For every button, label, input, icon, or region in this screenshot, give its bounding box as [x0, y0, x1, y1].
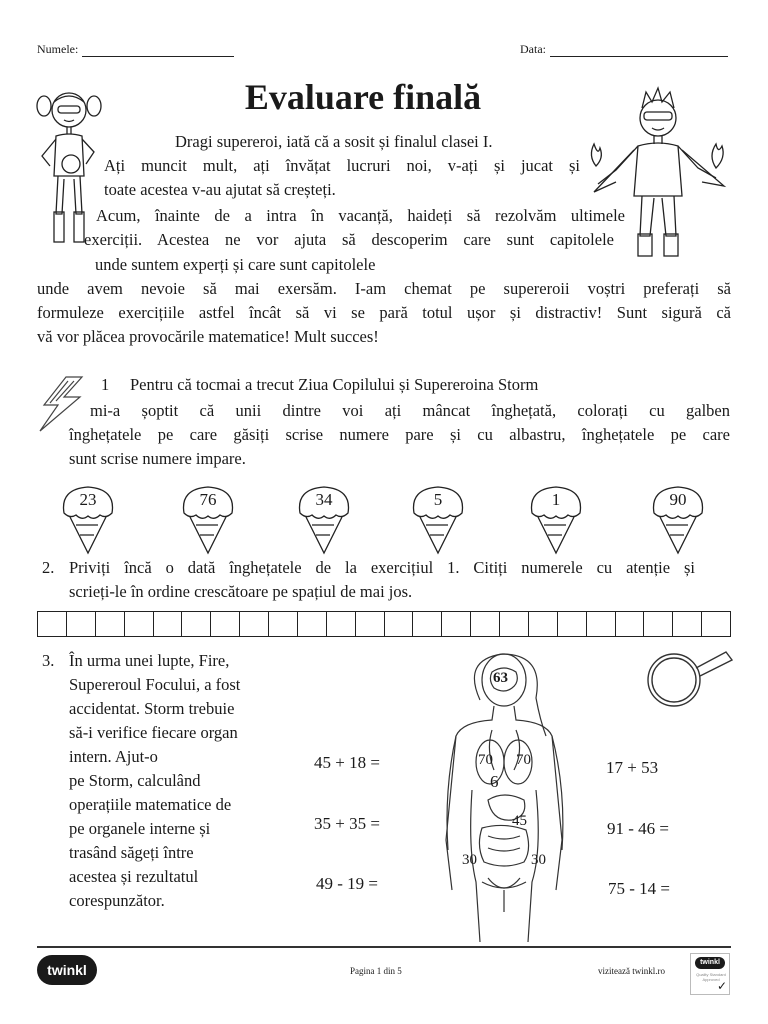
grid-cell[interactable] [356, 612, 385, 636]
equation-left: 35 + 35 = [314, 814, 380, 833]
equation-right: 17 + 53 [606, 758, 659, 777]
exercise2-line-1: Priviți încă o dată înghețatele de la exercițiul 1. Citiți numerele cu atenție și [69, 558, 695, 577]
exercise3-line: intern. Ajut-o [69, 747, 158, 766]
answer-grid[interactable] [37, 611, 731, 637]
quality-badge [690, 953, 730, 995]
intro-line-7: unde avem nevoie să mai exersăm. I-am chemat pe supereroii voștri preferați să [37, 279, 731, 298]
grid-cell[interactable] [211, 612, 240, 636]
twinkl-logo[interactable]: twinkl [37, 955, 97, 985]
page-title: Evaluare finală [244, 77, 482, 117]
intro-line-2: Ați muncit mult, ați învățat lucruri noi, v-ați și jucat și [104, 156, 580, 175]
ice-cream-number: 23 [79, 490, 97, 509]
equation-left: 49 - 19 = [316, 874, 378, 893]
date-row [520, 42, 728, 57]
grid-cell[interactable] [67, 612, 96, 636]
grid-cell[interactable] [442, 612, 471, 636]
organ-number-stomach: 45 [512, 813, 527, 829]
ice-cream[interactable] [60, 485, 116, 555]
organ-number-brain: 63 [493, 670, 508, 686]
grid-cell[interactable] [673, 612, 702, 636]
organ-number-heart: 6 [490, 772, 499, 791]
human-body-illustration [432, 650, 578, 942]
organ-number-lung-right: 70 [516, 752, 531, 768]
grid-cell[interactable] [500, 612, 529, 636]
intro-line-1: Dragi supereroi, iată că a sosit și finalul clasei I. [175, 132, 493, 151]
grid-cell[interactable] [154, 612, 183, 636]
name-label: Numele: [37, 42, 79, 56]
intro-line-8: formuleze exercițiile astfel încât să vi se pară totul ușor și distractiv! Sunt sigură că [37, 303, 731, 322]
name-field[interactable] [82, 45, 234, 57]
grid-cell[interactable] [125, 612, 154, 636]
ice-cream-number: 76 [199, 490, 217, 509]
grid-cell[interactable] [587, 612, 616, 636]
exercise1-line-4: sunt scrise numere impare. [69, 449, 246, 468]
ice-cream-number: 5 [433, 490, 443, 509]
grid-cell[interactable] [96, 612, 125, 636]
badge-text: Quality Standard Approved [696, 972, 726, 982]
date-field[interactable] [550, 45, 728, 57]
date-label: Data: [520, 42, 546, 56]
grid-cell[interactable] [471, 612, 500, 636]
exercise3-line: pe Storm, calculând [69, 771, 201, 790]
ice-cream-number: 1 [551, 490, 561, 509]
grid-cell[interactable] [385, 612, 414, 636]
ice-cream[interactable] [296, 485, 352, 555]
grid-cell[interactable] [38, 612, 67, 636]
grid-cell[interactable] [702, 612, 730, 636]
exercise3-line: să-i verifice fiecare organ [69, 723, 238, 742]
grid-cell[interactable] [616, 612, 645, 636]
ice-cream-number: 34 [315, 490, 333, 509]
organ-number-lung-left: 70 [478, 752, 493, 768]
name-row [37, 42, 234, 57]
exercise1-line-1: Pentru că tocmai a trecut Ziua Copilului și Supereroina Storm [130, 375, 539, 394]
grid-cell[interactable] [529, 612, 558, 636]
equation-right: 91 - 46 = [607, 819, 669, 838]
footer-divider [37, 946, 731, 948]
exercise3-line: accidentat. Storm trebuie [69, 699, 235, 718]
magnifying-glass-icon [644, 648, 734, 712]
organ-number-kidney-right: 30 [531, 852, 546, 868]
intro-line-6: unde suntem experți și care sunt capitolele [95, 255, 376, 274]
ice-cream[interactable] [410, 485, 466, 555]
grid-cell[interactable] [298, 612, 327, 636]
exercise1-line-2: mi-a șoptit că unii dintre voi ați mâncat înghețată, colorați cu galben [90, 401, 730, 420]
exercise3-line: pe organele interne și [69, 819, 211, 838]
grid-cell[interactable] [240, 612, 269, 636]
exercise3-line: acestea și rezultatul [69, 867, 199, 886]
ice-cream-number: 90 [669, 490, 687, 509]
exercise2-number: 2. [42, 558, 55, 577]
exercise3-number: 3. [42, 651, 55, 670]
intro-line-5: exerciții. Acestea ne vor ajuta să descoperim care sunt capitolele [84, 230, 614, 249]
grid-cell[interactable] [269, 612, 298, 636]
ice-cream[interactable] [650, 485, 706, 555]
check-icon: ✓ [716, 979, 727, 993]
exercise3-line: trasând săgeți între [69, 843, 194, 862]
grid-cell[interactable] [182, 612, 211, 636]
intro-line-4: Acum, înainte de a intra în vacanță, haideți să rezolvăm ultimele [96, 206, 625, 225]
exercise1-number: 1 [101, 375, 110, 394]
intro-line-9: vă vor plăcea provocările matematice! Mult succes! [37, 327, 379, 346]
grid-cell[interactable] [644, 612, 673, 636]
page-indicator: Pagina 1 din 5 [350, 966, 402, 976]
exercise3-line: corespunzător. [69, 891, 165, 910]
exercise3-line: În urma unei lupte, Fire, [69, 651, 230, 670]
grid-cell[interactable] [327, 612, 356, 636]
website-link[interactable]: vizitează twinkl.ro [598, 966, 665, 976]
equation-right: 75 - 14 = [608, 879, 670, 898]
intro-line-3: toate acestea v-au ajutat să creșteți. [104, 180, 336, 199]
badge-logo: twinkl [695, 957, 725, 969]
organ-number-kidney-left: 30 [462, 852, 477, 868]
exercise3-line: Supereroul Focului, a fost [69, 675, 241, 694]
grid-cell[interactable] [558, 612, 587, 636]
exercise1-line-3: înghețatele pe care găsiți scrise numere pare și cu albastru, înghețatele pe care [69, 425, 730, 444]
ice-cream[interactable] [180, 485, 236, 555]
exercise2-line-2: scrieți-le în ordine crescătoare pe spațiul de mai jos. [69, 582, 413, 601]
exercise3-line: operațiile matematice de [69, 795, 232, 814]
grid-cell[interactable] [413, 612, 442, 636]
equation-left: 45 + 18 = [314, 753, 380, 772]
ice-cream[interactable] [528, 485, 584, 555]
